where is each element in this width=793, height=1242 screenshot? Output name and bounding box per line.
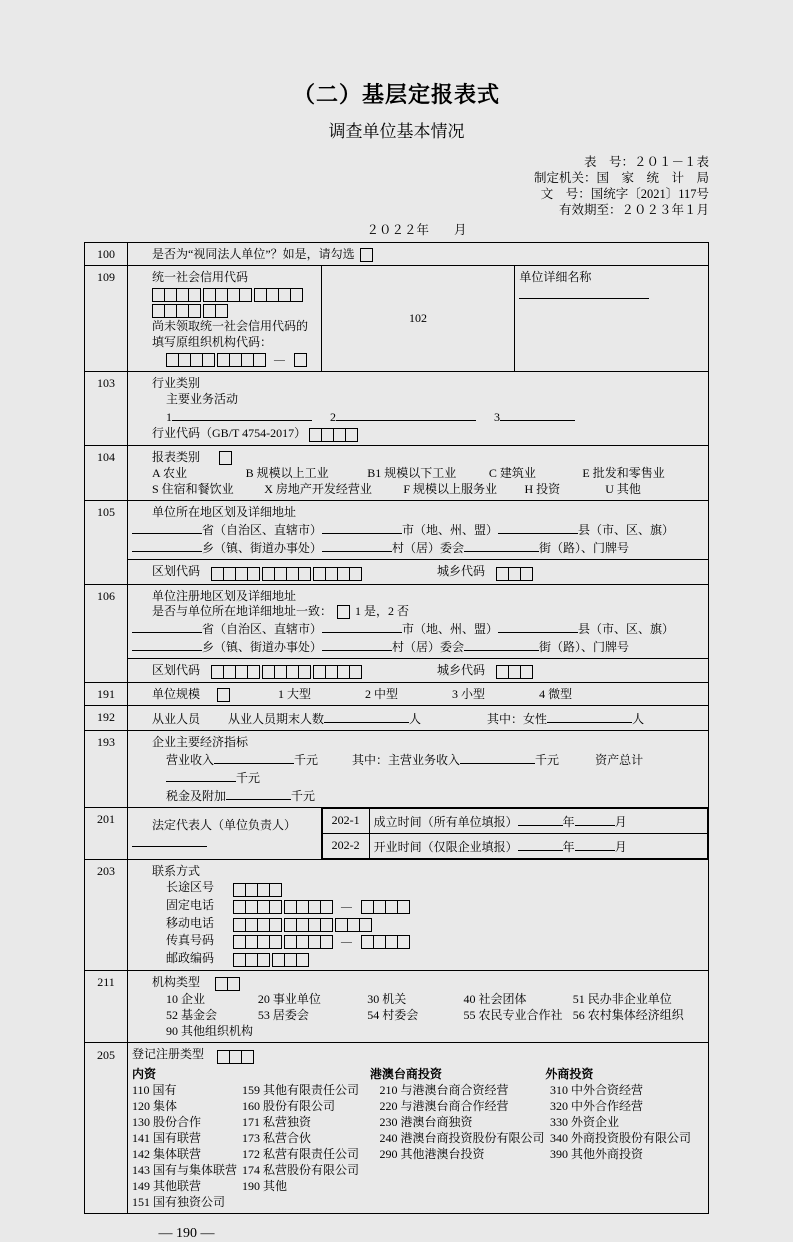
establish-open-cell — [321, 808, 708, 860]
option-x-realestate[interactable]: X 房地产开发经营业 — [264, 482, 372, 497]
business-input-1[interactable] — [172, 407, 312, 421]
row-205-content — [128, 1043, 709, 1213]
location-line-1 — [132, 520, 704, 538]
mobile-line — [132, 915, 704, 932]
row-code-104: 104 — [85, 445, 128, 500]
org-opt-30[interactable]: 30 机关 — [367, 992, 407, 1007]
open-time-label: 开业时间（仅限企业填报） — [373, 840, 518, 855]
table-row — [85, 731, 709, 808]
reg-opt-172[interactable]: 172 私营有限责任公司 — [242, 1146, 360, 1161]
mobile-boxes[interactable] — [233, 916, 371, 932]
reg-opt-340[interactable]: 340 外商投资股份有限公司 — [550, 1130, 692, 1145]
page-subtitle: 调查单位基本情况 — [328, 122, 465, 141]
org-opt-54[interactable]: 54 村委会 — [367, 1008, 419, 1023]
credit-code-line — [132, 269, 317, 318]
urban-code-label-106: 城乡代码 — [437, 662, 486, 677]
org-type-row-2 — [132, 1007, 704, 1023]
head-domestic: 内资 — [132, 1066, 157, 1081]
org-opt-20[interactable]: 20 事业单位 — [257, 992, 321, 1007]
city-label-105: 市（地、州、盟） — [402, 523, 499, 538]
meta-line-1: 制定机关：国 家 统 计 局 — [533, 171, 709, 185]
location-line-2 — [132, 538, 704, 556]
contact-title: 联系方式 — [152, 864, 201, 879]
legal-rep-input[interactable] — [132, 833, 207, 847]
credit-code-boxes[interactable] — [152, 285, 317, 318]
industry-category-label: 行业类别 — [152, 375, 201, 390]
registration-line-2 — [132, 637, 704, 655]
tax-input[interactable] — [226, 786, 291, 800]
meta-line-0: 表 号：２０１－１表 — [583, 155, 709, 169]
establish-month-unit: 月 — [614, 815, 627, 830]
division-code-boxes-105[interactable] — [211, 564, 361, 580]
econ-indicators-title: 企业主要经济指标 — [152, 735, 249, 750]
main-business-label: 主要业务活动 — [166, 391, 239, 406]
business-input-3[interactable] — [500, 407, 575, 421]
table-row — [85, 683, 709, 706]
urban-code-boxes-106[interactable] — [496, 663, 532, 679]
division-code-boxes-106[interactable] — [211, 663, 361, 679]
industry-code-label: 行业代码（GB/T 4754-2017） — [152, 425, 307, 440]
row-211-content — [128, 971, 709, 1043]
table-row — [85, 243, 709, 266]
reg-opt-160[interactable]: 160 股份有限公司 — [242, 1098, 336, 1113]
table-row — [85, 445, 709, 500]
urban-code-boxes-105[interactable] — [496, 564, 532, 580]
row-code-202-1: 202-1 — [322, 809, 369, 834]
same-address-options: 1 是，2 否 — [355, 603, 410, 618]
table-row — [85, 266, 709, 371]
table-row — [85, 971, 709, 1043]
employees-label: 从业人员 — [152, 712, 201, 727]
option-b1-industry-below[interactable]: B1 规模以下工业 — [367, 466, 457, 481]
survey-form-table — [84, 242, 709, 1214]
scale-option-small[interactable]: 3 小型 — [452, 687, 486, 702]
org-type-row-3 — [132, 1023, 704, 1039]
register-type-columns — [132, 1082, 704, 1210]
main-business-inputs — [132, 407, 704, 425]
fax-line — [132, 932, 704, 950]
option-f-services[interactable]: F 规模以上服务业 — [403, 482, 497, 497]
establish-month-input[interactable] — [575, 812, 615, 826]
reg-opt-390[interactable]: 390 其他外商投资 — [550, 1146, 644, 1161]
row-106-address-block — [128, 585, 708, 658]
org-type-line — [132, 974, 704, 991]
table-row — [85, 501, 709, 584]
row-code-103: 103 — [85, 371, 128, 445]
reg-opt-171[interactable]: 171 私营独资 — [242, 1114, 312, 1129]
org-opt-51[interactable]: 51 民办非企业单位 — [572, 992, 672, 1007]
reg-opt-159[interactable]: 159 其他有限责任公司 — [242, 1082, 360, 1097]
table-row — [85, 1043, 709, 1213]
meta-line-2: 文 号：国统字〔2021〕117号 — [540, 187, 709, 201]
row-code-105: 105 — [85, 501, 128, 584]
row-203-content — [128, 860, 709, 971]
reg-opt-320[interactable]: 320 中外合作经营 — [550, 1098, 644, 1113]
village-input-106[interactable] — [322, 637, 392, 651]
org-opt-90[interactable]: 90 其他组织机构 — [166, 1024, 254, 1039]
city-label-106: 市（地、州、盟） — [402, 621, 499, 636]
employees-end-input[interactable] — [324, 709, 409, 723]
row-code-192: 192 — [85, 706, 128, 731]
table-row — [85, 860, 709, 971]
org-code-boxes[interactable]: — — [132, 350, 317, 368]
industry-code-boxes[interactable] — [309, 426, 357, 442]
reg-opt-110[interactable]: 110 国有 — [132, 1082, 177, 1097]
table-row — [85, 584, 709, 683]
col-foreign — [550, 1082, 704, 1210]
option-c-construction[interactable]: C 建筑业 — [488, 466, 536, 481]
scale-option-large[interactable]: 1 大型 — [278, 687, 312, 702]
reg-opt-330[interactable]: 330 外资企业 — [550, 1114, 620, 1129]
area-code-label: 长途区号 — [166, 880, 215, 895]
establish-time-cell — [369, 809, 707, 834]
table-row — [85, 706, 709, 731]
landline-label: 固定电话 — [166, 897, 215, 912]
row-104-content — [128, 445, 709, 500]
table-row — [322, 834, 707, 859]
reg-opt-210[interactable]: 210 与港澳台商合资经营 — [379, 1082, 509, 1097]
checkbox-same-address[interactable] — [337, 605, 350, 619]
city-input-105[interactable] — [322, 520, 402, 534]
option-h-investment[interactable]: H 投资 — [524, 482, 561, 497]
row-192-content — [128, 706, 709, 731]
row-code-106: 106 — [85, 584, 128, 683]
head-hmt: 港澳台商投资 — [369, 1066, 442, 1081]
row-106-content — [128, 584, 709, 683]
reg-opt-220[interactable]: 220 与港澳台商合作经营 — [379, 1098, 509, 1113]
employees-female-label: 其中：女性 — [487, 712, 548, 727]
village-label-105: 村（居）委会 — [392, 541, 465, 556]
form-meta — [0, 154, 709, 218]
total-assets-unit: 千元 — [236, 771, 261, 786]
area-code-line — [132, 879, 704, 896]
reg-opt-151[interactable]: 151 国有独资公司 — [132, 1194, 226, 1209]
report-type-label: 报表类别 — [152, 449, 201, 464]
unit-scale-label: 单位规模 — [152, 687, 201, 702]
table-row — [85, 808, 709, 860]
open-year-input[interactable] — [518, 837, 563, 851]
col-domestic-a — [132, 1082, 242, 1210]
establish-year-input[interactable] — [518, 812, 563, 826]
credit-code-label: 统一社会信用代码 — [152, 270, 249, 285]
division-code-label-106: 区划代码 — [152, 662, 201, 677]
reg-opt-174[interactable]: 174 私营股份有限公司 — [242, 1162, 360, 1177]
report-type-line — [132, 449, 704, 465]
same-address-line — [132, 604, 704, 619]
row-105-code-block — [128, 559, 708, 583]
county-label-105: 县（市、区、旗） — [578, 523, 675, 538]
option-a-agriculture[interactable]: A 农业 — [152, 466, 188, 481]
row-102-content — [515, 266, 709, 371]
open-year-unit: 年 — [562, 840, 575, 855]
street-input-106[interactable] — [464, 637, 539, 651]
row-105-address-block — [128, 501, 708, 559]
meta-line-3: 有效期至：２０２３年１月 — [558, 203, 709, 217]
report-type-options-row1 — [132, 465, 704, 481]
row-code-211: 211 — [85, 971, 128, 1043]
unit-name-label: 单位详细名称 — [519, 270, 592, 285]
county-input-105[interactable] — [498, 520, 578, 534]
county-label-106: 县（市、区、旗） — [578, 621, 675, 636]
reg-opt-240[interactable]: 240 港澳台商投资股份有限公司 — [379, 1130, 545, 1145]
business-no-3: 3 — [494, 409, 500, 424]
total-assets-input[interactable] — [166, 768, 236, 782]
industry-code-line — [132, 425, 704, 442]
street-label-105: 街（路）、门牌号 — [539, 541, 630, 556]
register-type-label: 登记注册类型 — [132, 1047, 205, 1062]
main-revenue-label: 其中：主营业务收入 — [352, 753, 461, 768]
row-code-203: 203 — [85, 860, 128, 971]
same-address-label: 是否与单位所在地详细地址一致： — [152, 603, 333, 618]
business-no-1: 1 — [166, 409, 172, 424]
location-title: 单位所在地区划及详细地址 — [152, 505, 297, 520]
row-106-code-block — [128, 658, 708, 682]
landline-line — [132, 897, 704, 915]
col-domestic-b — [242, 1082, 380, 1210]
org-code-note: 尚未领取统一社会信用代码的填写原组织机构代码： — [152, 318, 309, 349]
village-input-105[interactable] — [322, 538, 392, 552]
option-e-wholesale-retail[interactable]: E 批发和零售业 — [582, 466, 665, 481]
main-revenue-input[interactable] — [460, 750, 535, 764]
reg-opt-290[interactable]: 290 其他港澳台投资 — [379, 1146, 485, 1161]
org-opt-40[interactable]: 40 社会团体 — [463, 992, 527, 1007]
register-type-boxes[interactable] — [217, 1048, 253, 1064]
tax-label: 税金及附加 — [166, 789, 227, 804]
employees-unit: 人 — [409, 712, 422, 727]
option-b-industry-above[interactable]: B 规模以上工业 — [245, 466, 329, 481]
open-month-unit: 月 — [614, 840, 627, 855]
register-type-headers — [132, 1066, 704, 1082]
postal-boxes[interactable] — [233, 951, 308, 967]
scale-option-micro[interactable]: 4 微型 — [539, 687, 573, 702]
row-code-201: 201 — [85, 808, 128, 860]
row-code-193: 193 — [85, 731, 128, 808]
checkbox-report-type[interactable] — [219, 451, 232, 465]
revenue-input[interactable] — [214, 750, 294, 764]
city-input-106[interactable] — [322, 619, 402, 633]
reg-opt-142[interactable]: 142 集体联营 — [132, 1146, 202, 1161]
row-code-191: 191 — [85, 683, 128, 706]
table-row — [85, 371, 709, 445]
fax-label: 传真号码 — [166, 932, 215, 947]
col-hmt — [380, 1082, 551, 1210]
total-assets-label: 资产总计 — [595, 753, 644, 768]
main-revenue-unit: 千元 — [535, 753, 560, 768]
row-code-102: 102 — [321, 266, 515, 371]
landline-boxes[interactable]: — — [233, 898, 409, 915]
row-code-109: 109 — [85, 266, 128, 371]
report-type-options-row2 — [132, 481, 704, 497]
row-105-content — [128, 501, 709, 584]
urban-code-label-105: 城乡代码 — [437, 564, 486, 579]
org-opt-10[interactable]: 10 企业 — [166, 992, 206, 1007]
checkbox-shitong-faren[interactable] — [360, 248, 373, 262]
revenue-label: 营业收入 — [166, 753, 215, 768]
reg-opt-149[interactable]: 149 其他联营 — [132, 1178, 202, 1193]
reg-opt-130[interactable]: 130 股份合作 — [132, 1114, 202, 1129]
registration-title: 单位注册地区划及详细地址 — [152, 588, 297, 603]
registration-line-1 — [132, 619, 704, 637]
row-code-202-2: 202-2 — [322, 834, 369, 859]
row-code-205: 205 — [85, 1043, 128, 1213]
tax-unit: 千元 — [291, 789, 316, 804]
province-label-105: 省（自治区、直辖市） — [202, 523, 323, 538]
page-number: — 190 — — [158, 1225, 215, 1241]
establish-open-table — [322, 808, 708, 859]
town-input-105[interactable] — [132, 538, 202, 552]
street-input-105[interactable] — [464, 538, 539, 552]
org-type-label: 机构类型 — [152, 975, 201, 989]
town-label-106: 乡（镇、街道办事处） — [202, 639, 323, 654]
option-s-accommodation[interactable]: S 住宿和餐饮业 — [152, 482, 234, 497]
reg-opt-143[interactable]: 143 国有与集体联营 — [132, 1162, 238, 1177]
employees-female-input[interactable] — [547, 709, 632, 723]
org-type-row-1 — [132, 991, 704, 1007]
row-191-content — [128, 683, 709, 706]
option-u-other[interactable]: U 其他 — [605, 482, 641, 497]
org-opt-53[interactable]: 53 居委会 — [257, 1008, 309, 1023]
area-code-boxes[interactable] — [233, 881, 281, 897]
legal-rep-label: 法定代表人（单位负责人） — [152, 817, 297, 832]
postal-line — [132, 950, 704, 967]
checkbox-unit-scale[interactable] — [217, 688, 230, 702]
register-type-line — [132, 1046, 704, 1063]
org-opt-56[interactable]: 56 农村集体经济组织 — [572, 1008, 684, 1023]
establish-time-label: 成立时间（所有单位填报） — [373, 815, 518, 830]
reg-opt-173[interactable]: 173 私营合伙 — [242, 1130, 312, 1145]
head-foreign: 外商投资 — [545, 1066, 594, 1081]
row-103-content — [128, 371, 709, 445]
row-code-100: 100 — [85, 243, 128, 266]
county-input-106[interactable] — [498, 619, 578, 633]
econ-line-1 — [132, 750, 704, 786]
business-input-2[interactable] — [336, 407, 476, 421]
table-row — [322, 809, 707, 834]
business-no-2: 2 — [330, 409, 336, 424]
scale-option-medium[interactable]: 2 中型 — [365, 687, 399, 702]
legal-rep-cell — [128, 808, 322, 860]
org-type-boxes[interactable] — [215, 975, 239, 991]
employees-end-label: 从业人员期末人数 — [228, 712, 325, 727]
reg-opt-120[interactable]: 120 集体 — [132, 1098, 178, 1113]
row-100-label: 是否为“视同法人单位”？如是，请勾选 — [152, 247, 355, 261]
unit-name-input[interactable] — [519, 285, 649, 299]
reg-opt-141[interactable]: 141 国有联营 — [132, 1130, 202, 1145]
revenue-unit: 千元 — [294, 753, 319, 768]
report-date-line: ２０２２年 月 — [366, 223, 467, 237]
reg-opt-230[interactable]: 230 港澳台商独资 — [379, 1114, 473, 1129]
postal-label: 邮政编码 — [166, 950, 215, 965]
province-input-105[interactable] — [132, 520, 202, 534]
open-month-input[interactable] — [575, 837, 615, 851]
fax-boxes[interactable]: — — [233, 933, 409, 950]
division-code-label-105: 区划代码 — [152, 564, 201, 579]
reg-opt-190[interactable]: 190 其他 — [242, 1178, 288, 1193]
row-100-content — [128, 243, 709, 266]
village-label-106: 村（居）委会 — [392, 639, 465, 654]
page-title: （二）基层定报表式 — [292, 82, 500, 107]
econ-line-2 — [132, 786, 704, 804]
town-label-105: 乡（镇、街道办事处） — [202, 541, 323, 556]
town-input-106[interactable] — [132, 637, 202, 651]
establish-year-unit: 年 — [562, 815, 575, 830]
row-193-content — [128, 731, 709, 808]
employees-female-unit: 人 — [632, 712, 645, 727]
org-opt-52[interactable]: 52 基金会 — [166, 1008, 218, 1023]
reg-opt-310[interactable]: 310 中外合资经营 — [550, 1082, 644, 1097]
row-109-content — [128, 266, 322, 371]
province-label-106: 省（自治区、直辖市） — [202, 621, 323, 636]
province-input-106[interactable] — [132, 619, 202, 633]
open-time-cell — [369, 834, 707, 859]
street-label-106: 街（路）、门牌号 — [539, 639, 630, 654]
org-opt-55[interactable]: 55 农民专业合作社 — [463, 1008, 563, 1023]
mobile-label: 移动电话 — [166, 915, 215, 930]
